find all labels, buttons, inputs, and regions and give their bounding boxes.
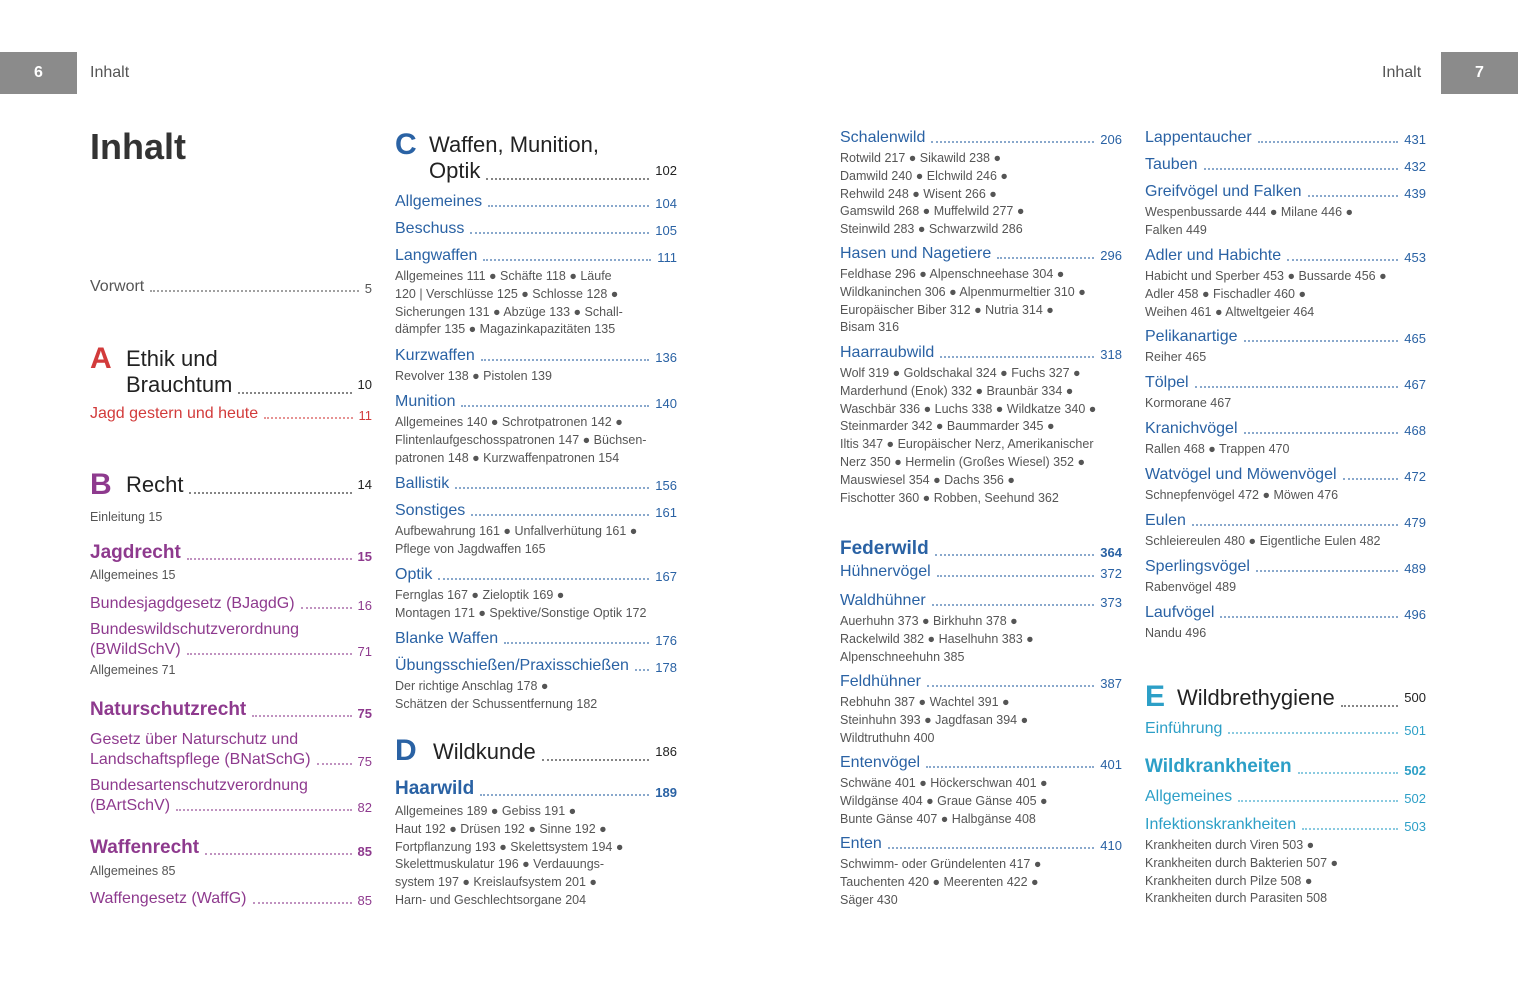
section-letter: E (1145, 680, 1166, 713)
right-page-number: 7 (1441, 52, 1518, 94)
toc-entry-kurzwaffen[interactable]: Kurzwaffen 136 (395, 347, 677, 365)
section-e[interactable] (1145, 682, 1426, 712)
section-title-line2: Brauchtum 10 (126, 372, 372, 397)
toc-entry-bwild[interactable]: (BWildSchV) 71 (90, 641, 372, 659)
subentries-eulen: Schleiereulen 480 ● Eigentliche Eulen 482 (1145, 534, 1381, 548)
section-letter: B (90, 468, 112, 501)
section-title: Wildbrethygiene 500 (1177, 685, 1426, 710)
toc-entry-ballistik[interactable]: Ballistik 156 (395, 475, 677, 493)
toc-entry-waffg[interactable]: Waffengesetz (WaffG) 85 (90, 890, 372, 908)
toc-entry-bnat[interactable]: Landschaftspflege (BNatSchG) 75 (90, 751, 372, 769)
toc-entry-sperlingsvoegel[interactable]: Sperlingsvögel 489 (1145, 558, 1426, 576)
section-title: Waffen, Munition, (429, 132, 599, 157)
toc-entry-toelpel[interactable]: Tölpel 467 (1145, 374, 1426, 392)
subentries-toelpel: Kormorane 467 (1145, 396, 1232, 410)
toc-entry-bart[interactable]: (BArtSchV) 82 (90, 797, 372, 815)
toc-entry-bwild-line1[interactable]: Bundeswildschutzverordnung (90, 621, 300, 638)
toc-entry-naturschutzrecht[interactable]: Naturschutzrecht 75 (90, 699, 372, 721)
subentries-langwaffen: Allgemeines 111 ● Schäfte 118 ● Läufe 120 | Verschlüsse 125 ● Schlosse 128 ● Sicherungen 131 ● Abzüge 133 ● Schall- dämpfer 135 ● Magazinkapazitäten 135 (395, 269, 623, 337)
left-page-number: 6 (0, 52, 77, 94)
section-title: Recht 14 (126, 472, 372, 497)
subentries-laufvoegel: Nandu 496 (1145, 626, 1207, 640)
subentries: Einleitung 15 (90, 510, 163, 524)
subentries-entenvoegel: Schwäne 401 ● Höckerschwan 401 ● Wildgänse 404 ● Graue Gänse 405 ● Bunte Gänse 407 ● Halbgänse 408 (840, 776, 1048, 826)
toc-entry-jagd-gestern[interactable]: Jagd gestern und heute 11 (90, 405, 372, 423)
toc-entry-waffenrecht[interactable]: Waffenrecht 85 (90, 837, 372, 859)
toc-entry-pelikanartige[interactable]: Pelikanartige 465 (1145, 328, 1426, 346)
toc-entry-eulen[interactable]: Eulen 479 (1145, 512, 1426, 530)
toc-entry-adler[interactable]: Adler und Habichte 453 (1145, 247, 1426, 265)
toc-entry-waldhuehner[interactable]: Waldhühner 373 (840, 592, 1122, 610)
toc-entry-watvoegel[interactable]: Watvögel und Möwenvögel 472 (1145, 466, 1426, 484)
subentries-feldhuehner: Rebhuhn 387 ● Wachtel 391 ● Steinhuhn 393 ● Jagdfasan 394 ● Wildtruthuhn 400 (840, 695, 1029, 745)
toc-entry-allgemeines[interactable]: Allgemeines 104 (395, 193, 677, 211)
subentries-haarraubwild: Wolf 319 ● Goldschakal 324 ● Fuchs 327 ● Marderhund (Enok) 332 ● Braunbär 334 ● Waschbär 336 ● Luchs 338 ● Wildkatze 340 ● Steinmarder 342 ● Baummarder 345 ● Iltis 347 ● Europäischer Nerz, Amerikanischer Nerz 350 ● Hermelin (Großes Wiesel) 352 ● Mauswiesel 354 ● Dachs 356 ● Fischotter 360 ● Robben, Seehund 362 (840, 366, 1097, 505)
subentries-schalenwild: Rotwild 217 ● Sikawild 238 ● Damwild 240 ● Elchwild 246 ● Rehwild 248 ● Wisent 266 ● Gamswild 268 ● Muffelwild 277 ● Steinwild 283 ● Schwarzwild 286 (840, 151, 1025, 237)
left-running-title: Inhalt (90, 64, 130, 81)
section-letter: C (395, 128, 417, 161)
toc-entry-jagdrecht[interactable]: Jagdrecht 15 (90, 542, 372, 564)
subentries-adler: Habicht und Sperber 453 ● Bussarde 456 ● Adler 458 ● Fischadler 460 ● Weihen 461 ● Altweltgeier 464 (1145, 269, 1387, 319)
page-header (0, 52, 1518, 94)
toc-entry-einfuehrung[interactable]: Einführung 501 (1145, 720, 1426, 738)
toc-entry-bjagdg[interactable]: Bundesjagdgesetz (BJagdG) 16 (90, 595, 372, 613)
subentries-haarwild: Allgemeines 189 ● Gebiss 191 ● Haut 192 ● Drüsen 192 ● Sinne 192 ● Fortpflanzung 193 ● Skelettsystem 194 ● Skelettmuskulatur 196 ● Verdauungs- system 197 ● Kreislaufsystem 201 ● Harn- und Geschlechtsorgane 204 (395, 804, 624, 907)
section-letter: D (395, 734, 417, 767)
subentries-munition: Allgemeines 140 ● Schrotpatronen 142 ● Flintenlaufgeschosspatronen 147 ● Büchsen- patronen 148 ● Kurzwaffenpatronen 154 (395, 415, 647, 465)
right-running-title: Inhalt (1382, 64, 1422, 81)
toc-entry-hasen[interactable]: Hasen und Nagetiere 296 (840, 245, 1122, 263)
subentries-sperlingsvoegel: Rabenvögel 489 (1145, 580, 1237, 594)
toc-entry-bnat-line1[interactable]: Gesetz über Naturschutz und (90, 731, 299, 748)
section-c[interactable] (395, 130, 677, 186)
toc-entry-enten[interactable]: Enten 410 (840, 835, 1122, 853)
toc-entry-vorwort[interactable]: Vorwort 5 (90, 278, 372, 296)
toc-entry-tauben[interactable]: Tauben 432 (1145, 156, 1426, 174)
subentries-infektion: Krankheiten durch Viren 503 ● Krankheiten durch Bakterien 507 ● Krankheiten durch Pilze 508 ● Krankheiten durch Parasiten 508 (1145, 838, 1339, 906)
subentries-pelikan: Reiher 465 (1145, 350, 1207, 364)
subentries: Allgemeines 85 (90, 864, 176, 878)
toc-entry-federwild[interactable]: Federwild 364 (840, 538, 1122, 560)
section-letter: A (90, 342, 112, 375)
subentries-kurzwaffen: Revolver 138 ● Pistolen 139 (395, 369, 552, 383)
section-title: Wildkunde 186 (433, 739, 677, 764)
toc-entry-schalenwild[interactable]: Schalenwild 206 (840, 129, 1122, 147)
subentries-uebung: Der richtige Anschlag 178 ● Schätzen der Schussentfernung 182 (395, 679, 598, 711)
toc-entry-beschuss[interactable]: Beschuss 105 (395, 220, 677, 238)
toc-entry-feldhuehner[interactable]: Feldhühner 387 (840, 673, 1122, 691)
toc-entry-bart-line1[interactable]: Bundesartenschutzverordnung (90, 777, 308, 794)
subentries: Allgemeines 15 (90, 568, 176, 582)
toc-entry-uebungsschiessen[interactable]: Übungsschießen/Praxisschießen 178 (395, 657, 677, 675)
toc-entry-langwaffen[interactable]: Langwaffen 111 (395, 247, 677, 265)
toc-entry-haarraubwild[interactable]: Haarraubwild 318 (840, 344, 1122, 362)
toc-entry-laufvoegel[interactable]: Laufvögel 496 (1145, 604, 1426, 622)
toc-entry-lappentaucher[interactable]: Lappentaucher 431 (1145, 129, 1426, 147)
subentries-enten: Schwimm- oder Gründelenten 417 ● Tauchenten 420 ● Meerenten 422 ● Säger 430 (840, 857, 1042, 907)
subentries-waldhuehner: Auerhuhn 373 ● Birkhuhn 378 ● Rackelwild 382 ● Haselhuhn 383 ● Alpenschneehuhn 385 (840, 614, 1034, 664)
toc-entry-munition[interactable]: Munition 140 (395, 393, 677, 411)
subentries-greifvoegel: Wespenbussarde 444 ● Milane 446 ● Falken 449 (1145, 205, 1354, 237)
toc-entry-haarwild[interactable]: Haarwild 189 (395, 778, 677, 800)
section-b[interactable] (90, 470, 372, 500)
section-title-line2: Optik 102 (429, 158, 677, 183)
subentries-optik: Fernglas 167 ● Zieloptik 169 ● Montagen 171 ● Spektive/Sonstige Optik 172 (395, 588, 647, 620)
subentries-hasen: Feldhase 296 ● Alpenschneehase 304 ● Wildkaninchen 306 ● Alpenmurmeltier 310 ● Europäischer Biber 312 ● Nutria 314 ● Bisam 316 (840, 267, 1086, 335)
subentries-sonstiges: Aufbewahrung 161 ● Unfallverhütung 161 ● Pflege von Jagdwaffen 165 (395, 524, 638, 556)
section-d[interactable] (395, 736, 677, 766)
section-title: Ethik und (126, 346, 218, 371)
page-title: Inhalt (90, 126, 186, 167)
subentries-kranich: Rallen 468 ● Trappen 470 (1145, 442, 1290, 456)
toc-entry-optik[interactable]: Optik 167 (395, 566, 677, 584)
toc-entry-blanke-waffen[interactable]: Blanke Waffen 176 (395, 630, 677, 648)
toc-entry-wk-allgemeines[interactable]: Allgemeines 502 (1145, 788, 1426, 806)
toc-entry-greifvoegel[interactable]: Greifvögel und Falken 439 (1145, 183, 1426, 201)
section-a[interactable] (90, 344, 372, 400)
subentries-watvoegel: Schnepfenvögel 472 ● Möwen 476 (1145, 488, 1339, 502)
toc-entry-wildkrankheiten[interactable]: Wildkrankheiten 502 (1145, 756, 1426, 778)
toc-entry-infektionskrankheiten[interactable]: Infektionskrankheiten 503 (1145, 816, 1426, 834)
toc-entry-sonstiges[interactable]: Sonstiges 161 (395, 502, 677, 520)
toc-entry-entenvoegel[interactable]: Entenvögel 401 (840, 754, 1122, 772)
toc-entry-huehnervoegel[interactable]: Hühnervögel 372 (840, 563, 1122, 581)
subentries: Allgemeines 71 (90, 663, 176, 677)
toc-entry-kranichvoegel[interactable]: Kranichvögel 468 (1145, 420, 1426, 438)
